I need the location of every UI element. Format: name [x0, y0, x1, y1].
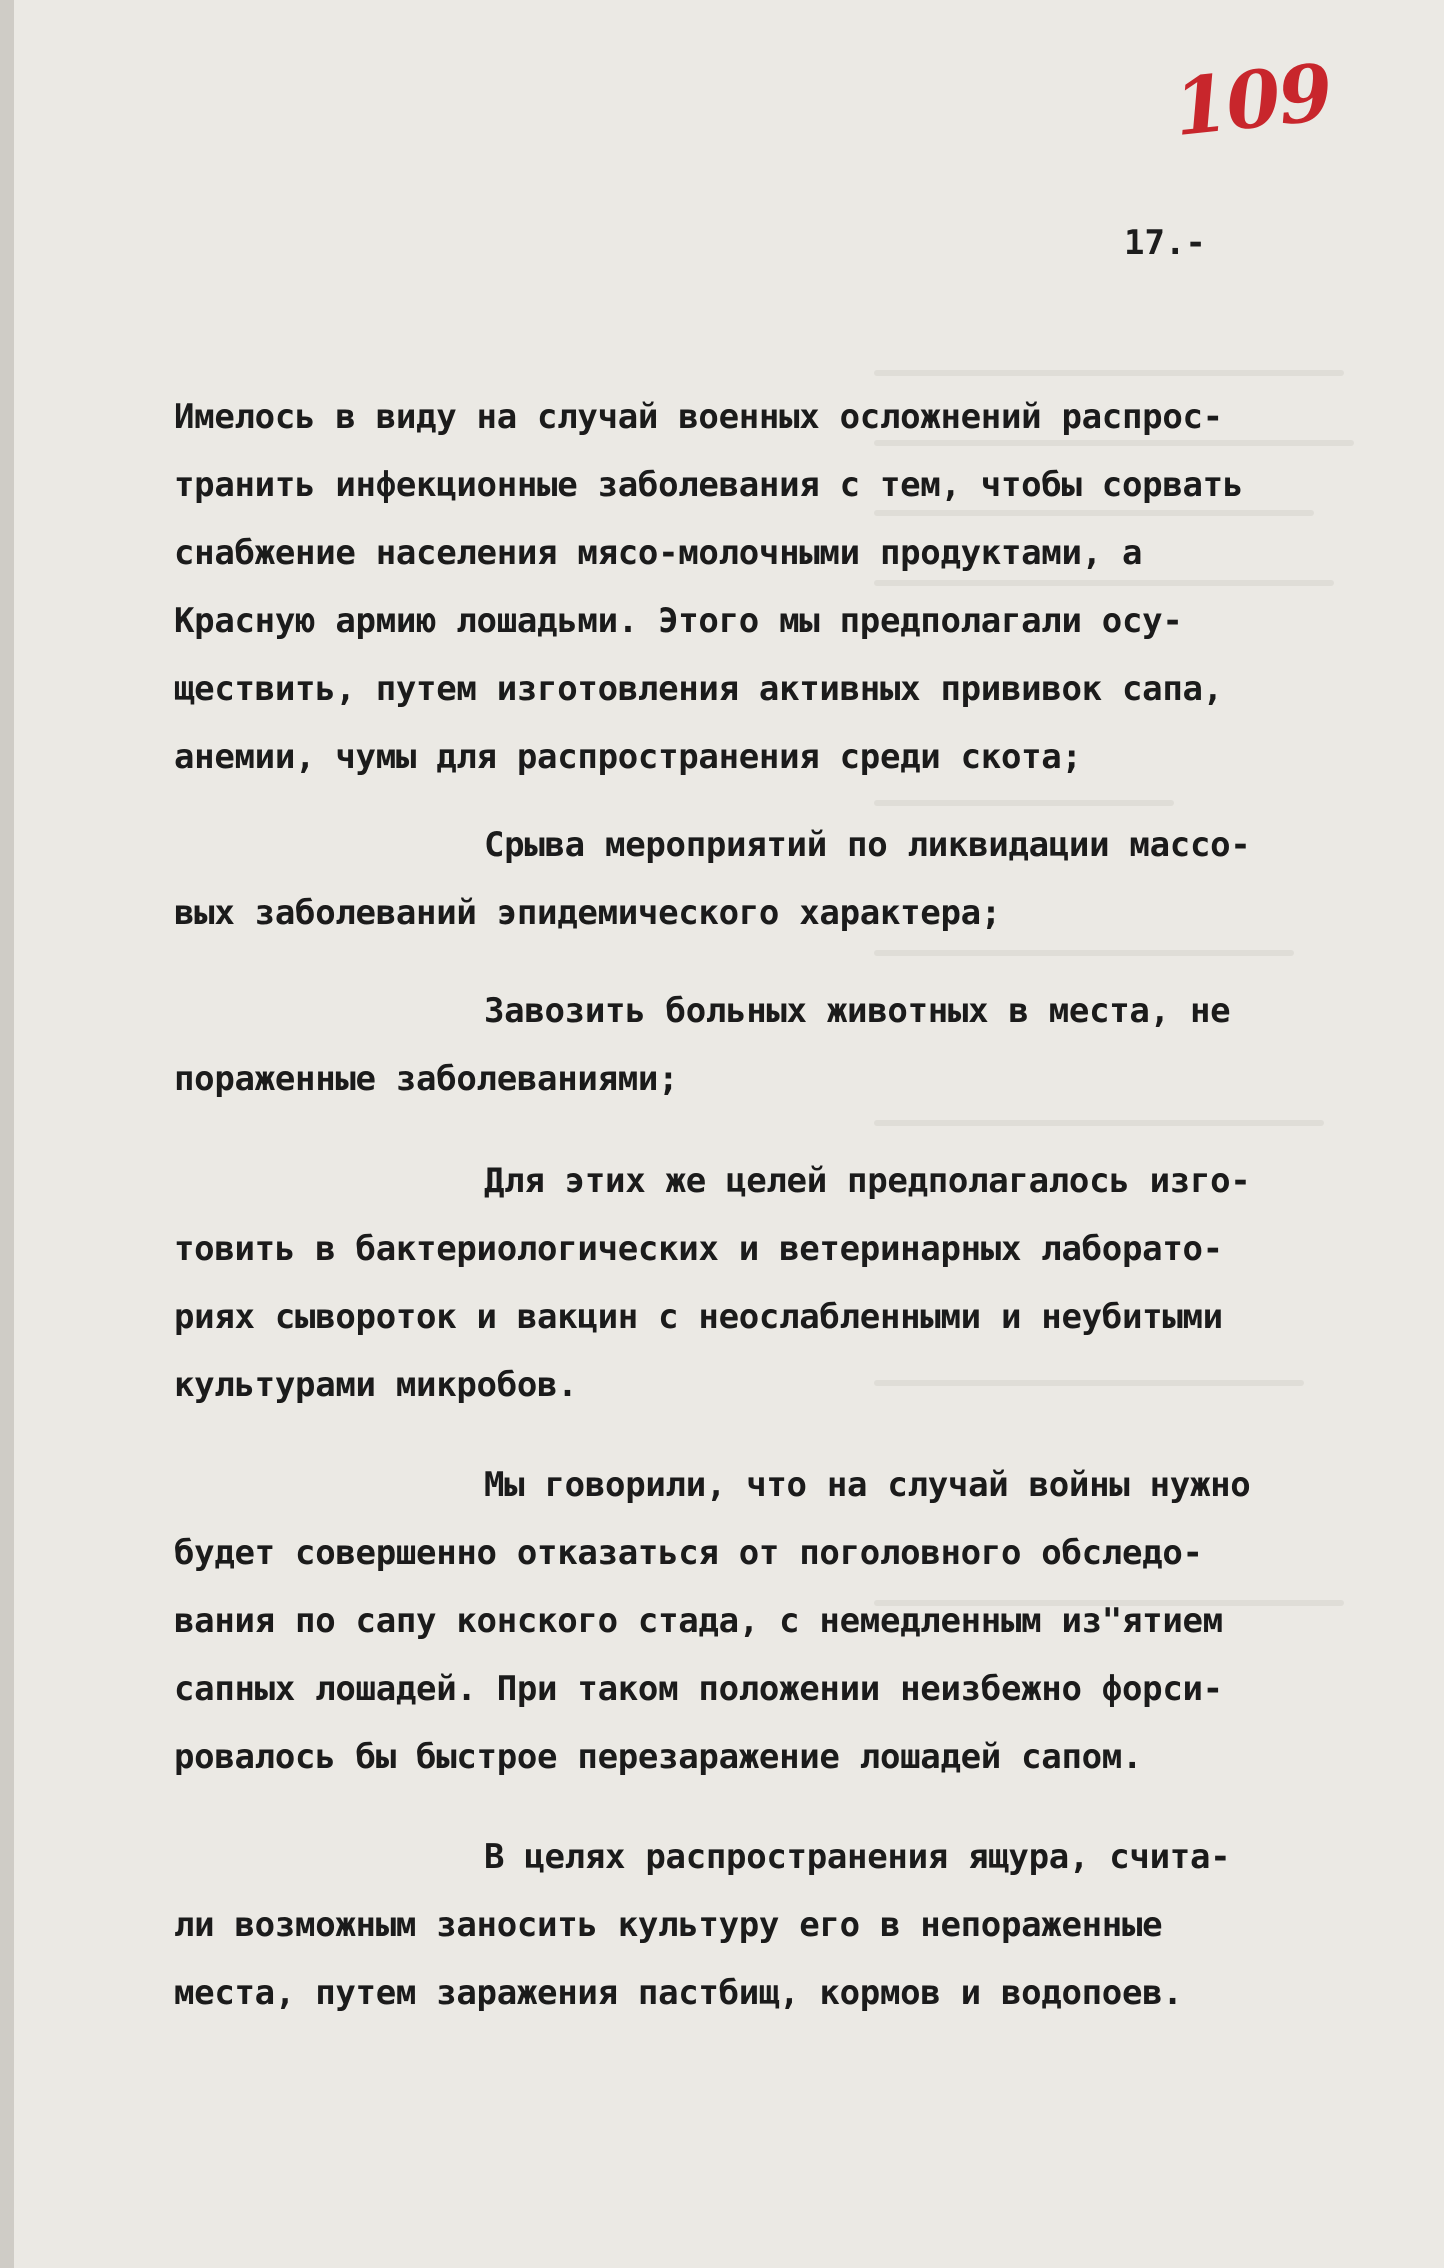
text-line: товить в бактериологических и ветеринарных лаборато- [174, 1229, 1223, 1269]
text-line: культурами микробов. [174, 1365, 578, 1405]
text-line: будет совершенно отказаться от поголовного обследо- [174, 1533, 1203, 1573]
page-number: 17.- [1124, 223, 1206, 263]
ghost-line [874, 510, 1314, 516]
text-line: вых заболеваний эпидемического характера; [174, 893, 1001, 933]
ghost-line [874, 800, 1174, 806]
text-line: Имелось в виду на случай военных осложнений распрос- [174, 397, 1223, 437]
ghost-line [874, 950, 1294, 956]
text-line: Срыва мероприятий по ликвидации массо- [484, 825, 1251, 865]
text-line: сапных лошадей. При таком положении неизбежно форси- [174, 1669, 1223, 1709]
text-line: риях сывороток и вакцин с неослабленными и неубитыми [174, 1297, 1223, 1337]
text-line: Красную армию лошадьми. Этого мы предполагали осу- [174, 601, 1183, 641]
ghost-line [874, 370, 1344, 376]
text-line: Для этих же целей предполагалось изго- [484, 1161, 1251, 1201]
text-line: В целях распространения ящура, счита- [484, 1837, 1231, 1877]
text-line: места, путем заражения пастбищ, кормов и водопоев. [174, 1973, 1183, 2013]
archive-page-stamp: 109 [1169, 47, 1336, 155]
ghost-line [874, 1380, 1304, 1386]
text-line: снабжение населения мясо-молочными продуктами, а [174, 533, 1143, 573]
text-line: вания по сапу конского стада, с немедленным из"ятием [174, 1601, 1223, 1641]
text-line: ровалось бы быстрое перезаражение лошадей сапом. [174, 1737, 1143, 1777]
text-line: Мы говорили, что на случай войны нужно [484, 1465, 1251, 1505]
text-line: транить инфекционные заболевания с тем, чтобы сорвать [174, 465, 1243, 505]
text-line: ли возможным заносить культуру его в непораженные [174, 1905, 1163, 1945]
text-line: Завозить больных животных в места, не [484, 991, 1231, 1031]
text-line: ществить, путем изготовления активных прививок сапа, [174, 669, 1223, 709]
ghost-line [874, 1120, 1324, 1126]
text-line: анемии, чумы для распространения среди скота; [174, 737, 1082, 777]
ghost-line [874, 580, 1334, 586]
text-line: пораженные заболеваниями; [174, 1059, 679, 1099]
